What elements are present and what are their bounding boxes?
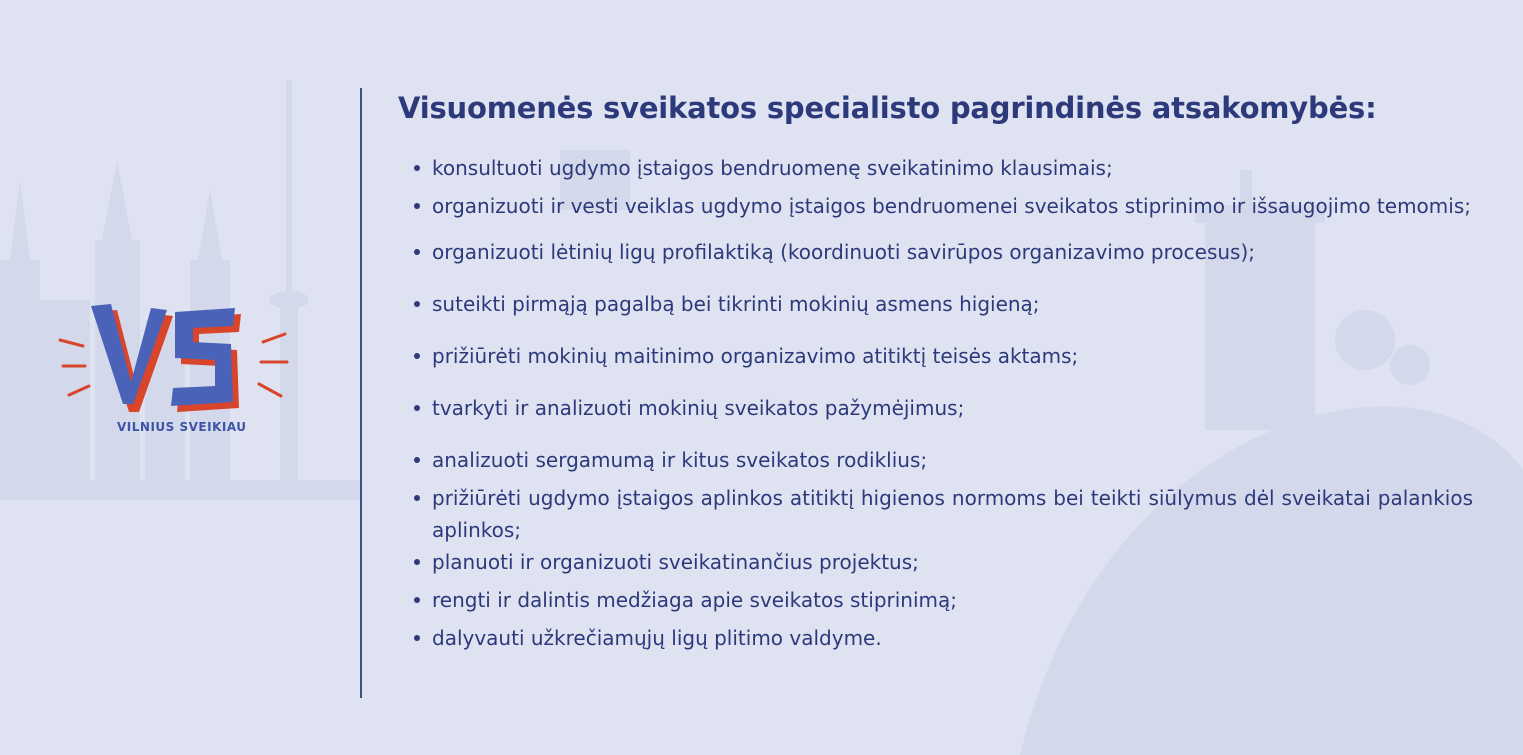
bullet-icon (414, 495, 420, 501)
bullet-icon (414, 203, 420, 209)
list-item (398, 190, 1473, 222)
bullet-icon (414, 249, 420, 255)
list-item-text: prižiūrėti mokinių maitinimo organizavimo atitiktį teisės aktams; (432, 344, 1079, 368)
list-item (398, 340, 1473, 372)
responsibilities-list (398, 152, 1473, 654)
list-item (398, 236, 1473, 268)
list-item (398, 392, 1473, 424)
list-item-text: planuoti ir organizuoti sveikatinančius projektus; (432, 550, 919, 574)
list-item-text: tvarkyti ir analizuoti mokinių sveikatos pažymėjimus; (432, 396, 965, 420)
list-item (398, 288, 1473, 320)
bullet-icon (414, 457, 420, 463)
list-item-text: konsultuoti ugdymo įstaigos bendruomenę sveikatinimo klausimais; (432, 156, 1113, 180)
list-item-text: rengti ir dalintis medžiaga apie sveikatos stiprinimą; (432, 588, 957, 612)
vertical-divider (360, 88, 362, 698)
bullet-icon (414, 405, 420, 411)
list-item-text: prižiūrėti ugdymo įstaigos aplinkos atitiktį higienos normoms bei teikti siūlymus dėl sveikatai palankios aplinkos; (432, 486, 1473, 542)
bullet-icon (414, 353, 420, 359)
list-item-text: dalyvauti užkrečiamųjų ligų plitimo valdyme. (432, 626, 882, 650)
responsibilities-section (398, 88, 1473, 654)
list-item (398, 622, 1473, 654)
bullet-icon (414, 597, 420, 603)
list-item (398, 546, 1473, 578)
logo-caption: VILNIUS SVEIKIAU (117, 420, 247, 434)
list-item-text: organizuoti ir vesti veiklas ugdymo įstaigos bendruomenei sveikatos stiprinimo ir išsaugojimo temomis; (432, 194, 1471, 218)
bullet-icon (414, 559, 420, 565)
list-item (398, 584, 1473, 616)
list-item (398, 152, 1473, 184)
bullet-icon (414, 635, 420, 641)
list-item-text: organizuoti lėtinių ligų profilaktiką (koordinuoti savirūpos organizavimo procesus); (432, 240, 1255, 264)
vilnius-sveikiau-logo (55, 300, 295, 450)
list-item (398, 444, 1473, 476)
bullet-icon (414, 165, 420, 171)
bullet-icon (414, 301, 420, 307)
list-item-text: suteikti pirmąją pagalbą bei tikrinti mokinių asmens higieną; (432, 292, 1040, 316)
list-item (398, 482, 1473, 546)
page-title: Visuomenės sveikatos specialisto pagrindinės atsakomybės: (398, 91, 1377, 125)
list-item-text: analizuoti sergamumą ir kitus sveikatos rodiklius; (432, 448, 928, 472)
